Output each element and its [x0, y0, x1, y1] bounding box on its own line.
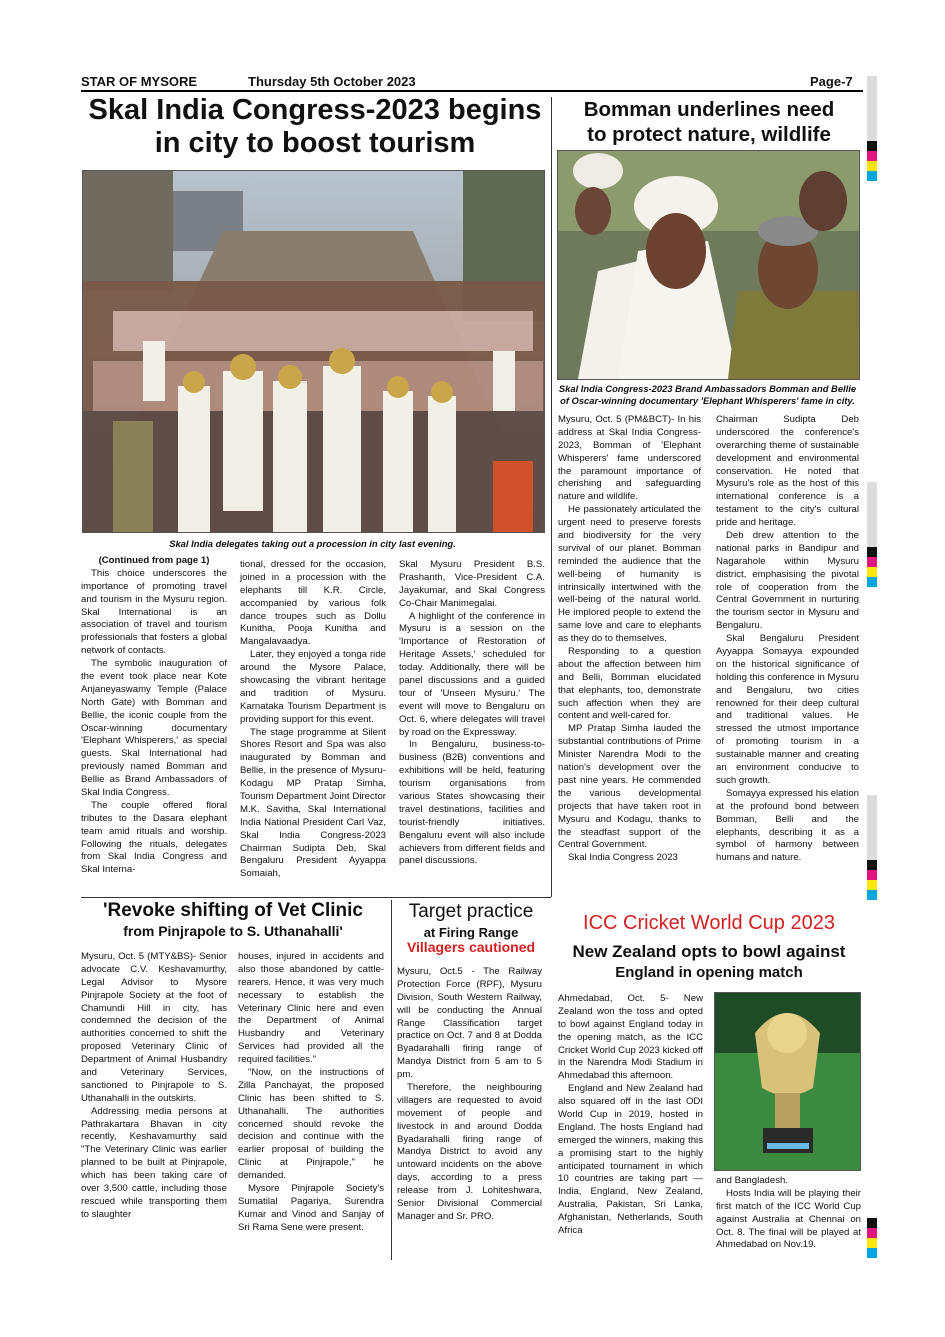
lead-paragraph: The symbolic inauguration of the event took place near Kote Anjaneyaswamy Temple (Palace North Gate) with Bomman and Bellie, the iconic couple from the Oscar-winning documentary 'Elephant Whisperers,' as special guests. Skal International had previously named Bomman and Bellie as Brand Ambassadors of Skal India Congress.	[81, 658, 227, 799]
lead-column-1	[81, 555, 227, 877]
bomman-paragraph: He passionately articulated the urgent need to preserve forests and biodiversity for the very survival of our planet. Bomman reminded the audience that the well-being of humanity is intrinsically intertwined with the well-being of the natural world. He implored people to extend the same love and care to elephants as they do to themselves.	[558, 504, 701, 645]
lead-headline-line-2: in city to boost tourism	[154, 127, 476, 160]
lead-paragraph: Skal Mysuru President B.S. Prashanth, Vice-President C.A. Jayakumar, and Skal Congress Co-Chair Manimegalai.	[399, 559, 545, 609]
cricket-headline-line-2: England in opening match	[615, 964, 803, 982]
bomman-column-2	[716, 414, 859, 865]
bomman-headline-line-1: Bomman underlines need	[583, 98, 835, 121]
print-color-marks	[867, 547, 877, 587]
target-headline	[396, 901, 546, 956]
target-column	[397, 966, 542, 1224]
world-cup-trophy-photo	[714, 992, 861, 1171]
cricket-headline-line-1: New Zealand opts to bowl against	[572, 942, 846, 961]
lead-paragraph: A highlight of the conference in Mysuru is a session on the 'Importance of Restoration of Heritage Assets,' scheduled for today. Additionally, there will be panel discussions and a guided tour of 'Unseen Mysuru.' The event will move to Bengaluru on Oct. 6, where delegates will travel by road on the Expressway.	[399, 610, 545, 738]
vet-headline	[81, 900, 385, 940]
print-color-marks	[867, 860, 877, 900]
bomman-paragraph: Mysuru, Oct. 5 (PM&BCT)- In his address at Skal India Congress-2023, Bomman of 'Elephant Whisperers' fame underscored the paramount importance of cherishing and safeguarding nature and wildlife.	[558, 414, 701, 503]
issue-date: Thursday 5th October 2023	[248, 74, 416, 89]
bomman-paragraph: MP Pratap Simha lauded the substantial contributions of Prime Minister Narendra Modi to the nation's development over the past nine years. He commended the various developmental projects that have taken root in Mysuru and Kodagu, thanks to the steadfast support of the Central Government.	[558, 723, 701, 851]
print-gray-bar	[867, 76, 877, 141]
cricket-paragraph: Ahmedabad, Oct. 5- New Zealand won the toss and opted to bowl against England today in the opening match, as the ICC Cricket World Cup 2023 kicked off in the Narendra Modi Stadium in Ahmedabad this afternoon.	[558, 993, 703, 1082]
cricket-column-1	[558, 993, 703, 1238]
target-headline-line-2: at Firing Range	[423, 924, 519, 940]
lead-paragraph: The stage programme at Silent Shores Resort and Spa was also inaugurated by Bomman and Bellie, in the presence of Mysuru-Kodagu MP Pratap Simha, Tourism Department Joint Director M.K. Savitha, Skal International India National President Carl Vaz, Skal India Congress-2023 Chairman Sudipta Deb, Skal Bengaluru President Ayyappa Somaiah,	[240, 726, 386, 880]
lead-paragraph: In Bengaluru, business-to-business (B2B) conventions and exhibitions will be held, featuring tourism organisations from various States showcasing their travel destinations, facilities and tourist-friendly initiatives. Bengaluru event will also include achievers from different fields and panel discussions.	[399, 739, 545, 867]
vet-paragraph: Mysore Pinjrapole Society's Sumatilal Pagariya, Surendra Kumar and Vinod and Sanjay of Sri Rama Sene were present.	[238, 1183, 384, 1233]
cricket-paragraph: Hosts India will be playing their first match of the ICC World Cup against Australia at Chennai on Oct. 8. The final will be played at Ahmedabad on Nov.19.	[716, 1187, 861, 1251]
cricket-paragraph: and Bangladesh.	[716, 1175, 789, 1186]
procession-caption: Skal India delegates taking out a procession in city last evening.	[169, 538, 456, 549]
vet-headline-line-2: from Pinjrapole to S. Uthanahalli'	[123, 922, 343, 939]
target-kicker: Villagers cautioned	[406, 939, 536, 956]
lead-column-3	[399, 559, 545, 868]
bomman-headline-line-2: to protect nature, wildlife	[587, 122, 831, 146]
vet-paragraph: houses, injured in accidents and also those abandoned by cattle-rearers. Hence, it was very much necessary to establish the Veterinary Clinic here and even the Department of Animal Husbandry and Veterinary Services had provided all the required facilities."	[238, 951, 384, 1066]
vet-paragraph: "Now, on the instructions of Zilla Panchayat, the proposed Clinic has been shifted to S. Uthanahalli. The authorities concerned should revoke the decision and continue with the earlier proposal of building the Clinic at Pinjrapole," he demanded.	[238, 1067, 384, 1182]
target-paragraph: Therefore, the neighbouring villagers are requested to avoid movement of people and livestock in and around Dodda Byadarahalli firing range of Mandya District to avoid any untoward incidents on the above days, according to a press release from J. Lohiteshwara, Senior Divisional Commercial Manager and Sr. PRO.	[397, 1082, 542, 1222]
bomman-paragraph: Chairman Sudipta Deb underscored the conference's overarching theme of sustainable development and environmental conservation. He noted that Mysuru's role as the host of this international conference is a testament to the city's cultural pride and heritage.	[716, 414, 859, 529]
vet-column-2	[238, 951, 384, 1235]
lead-column-2	[240, 559, 386, 881]
cricket-headline	[557, 942, 861, 981]
bomman-paragraph: Responding to a question about the affection between him and Belli, Bomman elucidated that elephants, too, demonstrate such affection when they are content and well-cared for.	[558, 646, 701, 722]
lead-paragraph: This choice underscores the importance of promoting travel and tourism in the Mysuru region. Skal International is an association of travel and tourism professionals that fosters a global network of contacts.	[81, 567, 227, 657]
bomman-paragraph: Deb drew attention to the national parks in Bandipur and Nagarahole within Mysuru district, emphasising the pivotal role of cooperation from the Central Government in nurturing the tourism sector in Mysuru and Bengaluru.	[716, 530, 859, 632]
target-paragraph: Mysuru, Oct.5 - The Railway Protection Force (RPF), Mysuru Division, South Western Railway, will be conducting the Annual Range Classification target practice on Oct. 7 and 8 at Dodda Byadarahalli firing range of Mandya District from 5 am to 5 pm.	[397, 966, 542, 1081]
bomman-column-1	[558, 414, 701, 865]
lower-rule	[81, 897, 551, 898]
bomman-headline	[557, 98, 861, 147]
bomman-paragraph: Somayya expressed his elation at the profound bond between Bomman, Belli and the elephants, describing it as a symbol of harmony between humans and nature.	[716, 787, 859, 864]
print-color-marks	[867, 1218, 877, 1258]
lead-paragraph: Later, they enjoyed a tonga ride around the Mysore Palace, showcasing the vibrant heritage and tradition of Mysuru. Karnataka Tourism Department is providing support for this event.	[240, 649, 386, 725]
bomman-caption: Skal India Congress-2023 Brand Ambassadors Bomman and Bellie of Oscar-winning documentary 'Elephant Whisperers' fame in city.	[558, 383, 857, 407]
target-divider	[391, 900, 392, 1260]
vet-paragraph: Mysuru, Oct. 5 (MTY&BS)- Senior advocate C.V. Keshavamurthy, Legal Advisor to Mysore Pinjrapole Society at the foot of Chamundi Hill in city, has condemned the decision of the authorities concerned to shift the proposed Veterinary Clinic of Department of Animal Husbandry and Veterinary Services, sanctioned to Pinjrapole to S. Uthanahalli in the outskirts.	[81, 951, 227, 1104]
print-gray-bar	[867, 795, 877, 860]
print-gray-bar	[867, 482, 877, 547]
vet-headline-line-1: 'Revoke shifting of Vet Clinic	[102, 900, 363, 921]
cricket-column-2	[716, 1175, 861, 1252]
column-divider	[551, 97, 552, 897]
lead-paragraph: The couple offered floral tributes to the Dasara elephant team amid rituals and worship. Following the rituals, delegates from Skal India Congress and Skal Interna-	[81, 799, 227, 876]
page-number: Page-7	[810, 74, 853, 89]
bomman-bellie-photo	[557, 150, 860, 380]
lead-headline-line-1: Skal India Congress-2023 begins	[88, 94, 542, 126]
cricket-paragraph: England and New Zealand had also squared off in the last ODI World Cup in 2019, hosted in England. The hosts England had emerged the winners, making this a promising start to the highly anticipated tournament in which 10 countries are taking part — India, England, New Zealand, Australia, Pakistan, Sri Lanka, Afghanistan, Netherlands, South Africa	[558, 1083, 703, 1237]
vet-paragraph: Addressing media persons at Pathrakartara Bhavan in city recently, Keshavamurthy said "The Veterinary Clinic was earlier planned to be built at Pinjrapole, which has been taking care of over 3,500 cattle, including those rescued while transporting them to slaughter	[81, 1105, 227, 1220]
cricket-strap: ICC Cricket World Cup 2023	[583, 912, 835, 934]
bomman-paragraph: Skal Bengaluru President Ayyappa Somayya expounded on the historical significance of holding this conference in Mysuru and Bengaluru, two cities renowned for their deep cultural and traditional values. He stressed the utmost importance of promoting tourism in a sustainable manner and creating an environment conducive to such growth.	[716, 633, 859, 786]
paper-name: STAR OF MYSORE	[81, 74, 198, 89]
lead-paragraph: tional, dressed for the occasion, joined in a procession with the elephants till K.R. Circle, accompanied by various folk dance troupes such as Dollu Kunitha, Pooja Kunitha and Mangalavaadya.	[240, 559, 386, 648]
print-color-marks	[867, 141, 877, 181]
lead-headline	[81, 94, 549, 160]
continued-note: (Continued from page 1)	[98, 555, 210, 566]
header-rule	[81, 90, 863, 92]
vet-column-1	[81, 951, 227, 1222]
bomman-paragraph: Skal India Congress 2023	[568, 852, 678, 864]
procession-photo	[82, 170, 545, 533]
target-headline-line-1: Target practice	[408, 901, 534, 922]
